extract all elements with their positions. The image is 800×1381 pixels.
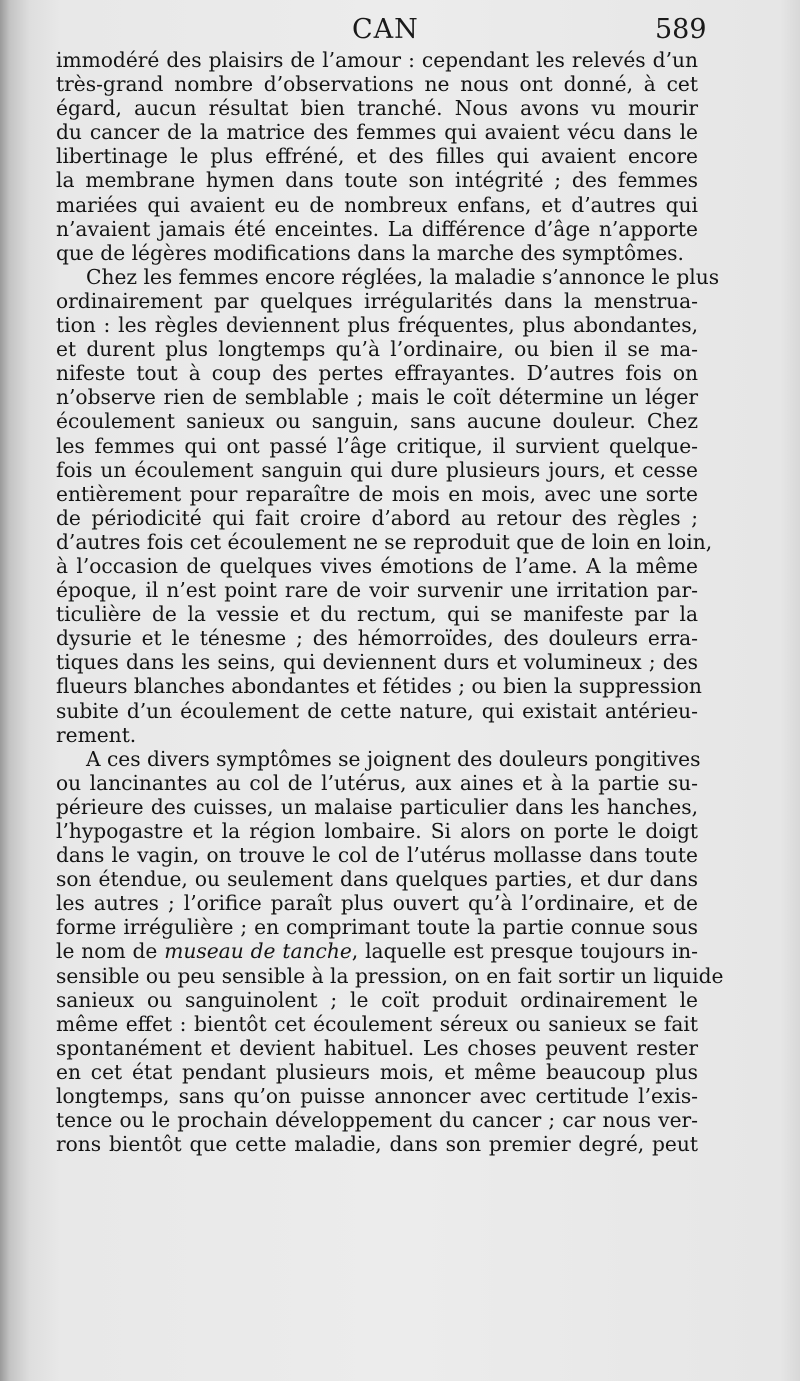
text-line: n’observe rien de semblable ; mais le coït détermine un léger: [56, 385, 698, 410]
text-line: que de légères modifications dans la marche des symptômes.: [56, 240, 684, 265]
text-line: n’avaient jamais été enceintes. La différence d’âge n’apporte: [56, 216, 698, 241]
text-line: ticulière de la vessie et du rectum, qui se manifeste par la: [56, 602, 698, 627]
text-line: et durent plus longtemps qu’à l’ordinaire, ou bien il se ma-: [56, 337, 698, 362]
text-line: en cet état pendant plusieurs mois, et même beaucoup plus: [56, 1059, 698, 1084]
body-text: [56, 48, 724, 1157]
text-line: tence ou le prochain développement du cancer ; car nous ver-: [56, 1108, 698, 1133]
text-line: forme irrégulière ; en comprimant toute la partie connue sous: [56, 915, 698, 940]
text-line: mariées qui avaient eu de nombreux enfans, et d’autres qui: [56, 192, 698, 217]
text-line: sensible ou peu sensible à la pression, on en fait sortir un liquide: [56, 963, 724, 988]
paragraph: [56, 48, 698, 265]
text-line: périeure des cuisses, un malaise particulier dans les hanches,: [56, 794, 698, 819]
text-line: du cancer de la matrice des femmes qui avaient vécu dans le: [56, 120, 698, 145]
italic-term: museau de tanche: [164, 939, 352, 964]
text-line: Chez les femmes encore réglées, la maladie s’annonce le plus: [86, 264, 720, 289]
text-line: tiques dans les seins, qui deviennent durs et volumineux ; des: [56, 650, 698, 675]
text-line: égard, aucun résultat bien tranché. Nous avons vu mourir: [56, 96, 698, 121]
text-line: dans le vagin, on trouve le col de l’utérus mollasse dans toute: [56, 843, 698, 868]
page-number: 589: [655, 14, 707, 45]
paragraph: [56, 746, 724, 1157]
text-line: rons bientôt que cette maladie, dans son premier degré, peut: [56, 1132, 698, 1157]
text-line: écoulement sanieux ou sanguin, sans aucune douleur. Chez: [56, 409, 698, 434]
text-line: libertinage le plus effréné, et des filles qui avaient encore: [56, 144, 698, 169]
text-line: la membrane hymen dans toute son intégrité ; des femmes: [56, 168, 698, 193]
text-line: de périodicité qui fait croire d’abord au retour des règles ;: [56, 505, 698, 530]
text-line: d’autres fois cet écoulement ne se reproduit que de loin en loin,: [56, 529, 713, 554]
text-line: tion : les règles deviennent plus fréquentes, plus abondantes,: [56, 313, 698, 338]
text-line: très-grand nombre d’observations ne nous ont donné, à cet: [56, 72, 698, 97]
text-line: nifeste tout à coup des pertes effrayantes. D’autres fois on: [56, 361, 698, 386]
text-line: dysurie et le ténesme ; des hémorroïdes, des douleurs erra-: [56, 626, 698, 651]
text-line: les autres ; l’orifice paraît plus ouvert qu’à l’ordinaire, et de: [56, 891, 698, 916]
text-line: immodéré des plaisirs de l’amour : cependant les relevés d’un: [56, 48, 698, 72]
text-line: l’hypogastre et la région lombaire. Si alors on porte le doigt: [56, 819, 698, 843]
text-line: même effet : bientôt cet écoulement séreux ou sanieux se fait: [56, 1011, 698, 1036]
text-line: longtemps, sans qu’on puisse annoncer avec certitude l’exis-: [56, 1084, 698, 1109]
text-line: ordinairement par quelques irrégularités dans la menstrua-: [56, 288, 698, 313]
text-line: à l’occasion de quelques vives émotions de l’ame. A la même: [56, 553, 698, 578]
text-line: entièrement pour reparaître de mois en mois, avec une sorte: [56, 481, 698, 506]
page-header: [0, 10, 800, 50]
text-line: A ces divers symptômes se joignent des douleurs pongitives: [86, 746, 701, 771]
text-line: son étendue, ou seulement dans quelques parties, et dur dans: [56, 867, 698, 892]
text-line: les femmes qui ont passé l’âge critique, il survient quelque-: [56, 433, 698, 458]
text-line: fois un écoulement sanguin qui dure plusieurs jours, et cesse: [56, 457, 698, 482]
text-line: spontanément et devient habituel. Les choses peuvent rester: [56, 1035, 698, 1060]
text-line: époque, il n’est point rare de voir survenir une irritation par-: [56, 578, 698, 603]
text-line: subite d’un écoulement de cette nature, qui existait antérieu-: [56, 698, 698, 723]
text-line: le nom de museau de tanche, laquelle est presque toujours in-: [56, 939, 698, 964]
text-line: rement.: [56, 722, 137, 747]
text-line: flueurs blanches abondantes et fétides ; ou bien la suppression: [56, 674, 702, 699]
running-head: CAN: [352, 14, 419, 45]
text-line: sanieux ou sanguinolent ; le coït produit ordinairement le: [56, 987, 698, 1012]
text-line: ou lancinantes au col de l’utérus, aux aines et à la partie su-: [56, 770, 698, 795]
paragraph: [56, 264, 720, 747]
